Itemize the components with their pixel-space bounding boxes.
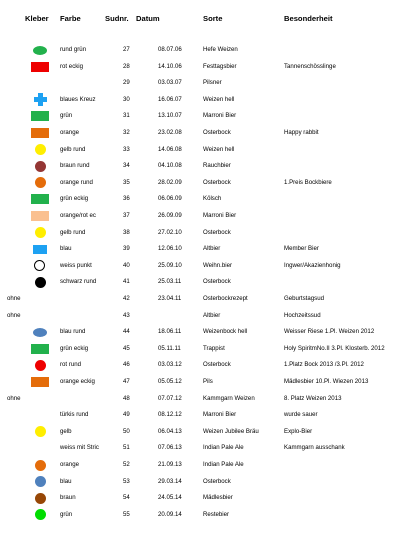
sorte-cell: Restebier (203, 510, 230, 518)
sudnr-cell: 46 (123, 361, 130, 369)
farbe-cell: blaues Kreuz (60, 95, 96, 103)
farbe-cell: türkis rund (60, 411, 89, 419)
table-row (0, 440, 412, 456)
datum-cell: 20.09.14 (158, 510, 182, 518)
datum-cell: 06.04.13 (158, 427, 182, 435)
sticker-circle-icon (35, 161, 46, 172)
table-row (0, 142, 412, 158)
table-row (0, 59, 412, 75)
besonderheit-cell: Ingwer/Akazienhonig (284, 261, 341, 269)
farbe-cell: orange rund (60, 178, 93, 186)
table-row (0, 407, 412, 423)
table-row (0, 391, 412, 407)
sudnr-cell: 43 (123, 311, 130, 319)
sticker-circle-icon (35, 277, 46, 288)
sticker-rect-icon (31, 194, 49, 204)
datum-cell: 03.03.12 (158, 361, 182, 369)
datum-cell: 23.04.11 (158, 295, 182, 302)
sudnr-cell: 47 (123, 378, 130, 385)
besonderheit-cell: Weisser Riese 1.Pl. Weizen 2012 (284, 328, 375, 336)
sticker-rect-icon (31, 377, 49, 387)
sorte-cell: Hefe Weizen (203, 46, 238, 53)
table-row (0, 125, 412, 141)
besonderheit-cell: Mädlesbier 10.Pl. Wiezen 2013 (284, 378, 369, 385)
sticker-circle-icon (35, 227, 46, 238)
sudnr-cell: 34 (123, 162, 130, 170)
sudnr-cell: 38 (123, 228, 130, 236)
sorte-cell: Weizenbock hell (203, 328, 248, 336)
datum-cell: 05.11.11 (158, 344, 181, 352)
sticker-circle-icon (35, 177, 46, 188)
besonderheit-cell: Kammgarn ausschank (284, 444, 345, 452)
farbe-cell: rot eckig (60, 62, 84, 70)
datum-cell: 08.07.06 (158, 46, 182, 53)
sorte-cell: Altbier (203, 245, 221, 253)
farbe-cell: gelb rund (60, 145, 86, 153)
sudnr-cell: 55 (123, 510, 130, 518)
sorte-cell: Pils (203, 378, 213, 385)
sorte-cell: Marroni Bier (203, 212, 237, 219)
datum-cell: 25.03.11 (158, 278, 182, 286)
datum-cell: 26.09.09 (158, 212, 182, 219)
farbe-cell: grün (60, 510, 73, 518)
besonderheit-cell: Explo-Bier (284, 427, 313, 435)
table-row (0, 191, 412, 207)
sudnr-cell: 49 (123, 411, 130, 419)
sticker-rect-icon (31, 111, 49, 121)
farbe-cell: rund grün (60, 46, 87, 53)
besonderheit-cell: Geburtstagsud (284, 295, 324, 302)
table-row (0, 357, 412, 373)
sticker-ellipse-icon (33, 328, 47, 337)
sudnr-cell: 27 (123, 46, 130, 53)
header-farbe: Farbe (60, 14, 81, 23)
sticker-rect-icon (31, 211, 49, 221)
farbe-cell: gelb (60, 427, 72, 435)
datum-cell: 24.05.14 (158, 494, 182, 502)
datum-cell: 21.09.13 (158, 461, 182, 468)
sorte-cell: Kammgarn Weizen (203, 394, 255, 402)
sudnr-cell: 31 (123, 112, 130, 120)
table-header (0, 14, 412, 28)
datum-cell: 14.06.08 (158, 145, 182, 153)
sorte-cell: Osterbock (203, 361, 231, 369)
farbe-cell: weiss mit Stric (60, 444, 99, 452)
farbe-cell: grün (60, 112, 73, 120)
table-row (0, 291, 412, 307)
sorte-cell: Rauchbier (203, 162, 231, 170)
sudnr-cell: 39 (123, 245, 130, 253)
farbe-cell: blau (60, 477, 72, 485)
sorte-cell: Mädlesbier (203, 494, 233, 502)
datum-cell: 16.06.07 (158, 95, 182, 103)
sorte-cell: Festtagsbier (203, 62, 237, 70)
besonderheit-cell: 1.Preis Bockbiere (284, 178, 332, 186)
sudnr-cell: 51 (123, 444, 130, 452)
table-row (0, 424, 412, 440)
sudnr-cell: 36 (123, 195, 130, 203)
sticker-rect-icon (31, 128, 49, 138)
sorte-cell: Indian Pale Ale (203, 461, 244, 468)
table-row (0, 92, 412, 108)
datum-cell: 07.06.13 (158, 444, 182, 452)
farbe-cell: gelb rund (60, 228, 86, 236)
sudnr-cell: 32 (123, 129, 130, 136)
table-row (0, 274, 412, 290)
table-row (0, 158, 412, 174)
sorte-cell: Osterbock (203, 228, 231, 236)
sorte-cell: Trappist (203, 344, 225, 352)
table-row (0, 241, 412, 257)
header-sudnr: Sudnr. (105, 14, 129, 23)
sorte-cell: Weizen hell (203, 95, 235, 103)
besonderheit-cell: 8. Platz Weizen 2013 (284, 394, 342, 402)
sudnr-cell: 48 (123, 394, 130, 402)
sudnr-cell: 54 (123, 494, 130, 502)
sorte-cell: Weizen Jubilee Bräu (203, 427, 259, 435)
datum-cell: 29.03.14 (158, 477, 182, 485)
sudnr-cell: 53 (123, 477, 130, 485)
farbe-cell: orange/rot ec (60, 212, 96, 219)
besonderheit-cell: 1.Platz Bock 2013 /3.Pl. 2012 (284, 361, 364, 369)
datum-cell: 08.12.12 (158, 411, 182, 419)
table-row (0, 308, 412, 324)
farbe-cell: schwarz rund (60, 278, 97, 286)
sticker-circle-icon (35, 476, 46, 487)
besonderheit-cell: Hochzeitssud (284, 311, 321, 319)
farbe-cell: orange (60, 461, 79, 468)
sorte-cell: Marroni Bier (203, 411, 237, 419)
farbe-cell: braun rund (60, 162, 90, 170)
farbe-cell: orange eckig (60, 378, 95, 385)
besonderheit-cell: Holy SpiritmNo.II 3.Pl. Klosterb. 2012 (284, 344, 385, 352)
sticker-ellipse-icon (33, 46, 47, 55)
sudnr-cell: 45 (123, 344, 130, 352)
datum-cell: 13.10.07 (158, 112, 182, 120)
sorte-cell: Osterbockrezept (203, 295, 248, 302)
sticker-circle-icon (35, 144, 46, 155)
sorte-cell: Osterbock (203, 178, 231, 186)
besonderheit-cell: wurde sauer (284, 411, 318, 419)
kleber-label: ohne (7, 394, 21, 402)
besonderheit-cell: Member Bier (284, 245, 319, 253)
sudnr-cell: 29 (123, 79, 130, 87)
table-row (0, 208, 412, 224)
sticker-circle-icon (35, 509, 46, 520)
datum-cell: 07.07.12 (158, 394, 182, 402)
table-row (0, 341, 412, 357)
sticker-circle-icon (35, 426, 46, 437)
sticker-rect-sm-icon (33, 245, 47, 254)
table-row (0, 175, 412, 191)
sudnr-cell: 52 (123, 461, 130, 468)
sticker-rect-icon (31, 62, 49, 72)
farbe-cell: rot rund (60, 361, 82, 369)
sudnr-cell: 35 (123, 178, 130, 186)
datum-cell: 04.10.08 (158, 162, 182, 170)
sorte-cell: Marroni Bier (203, 112, 237, 120)
table-row (0, 225, 412, 241)
besonderheit-cell: Happy rabbit (284, 129, 319, 136)
farbe-cell: braun (60, 494, 76, 502)
besonderheit-cell: Tannenschösslinge (284, 62, 336, 70)
table-row (0, 258, 412, 274)
sorte-cell: Pilsner (203, 79, 222, 87)
table-row (0, 490, 412, 506)
datum-cell: 23.02.08 (158, 129, 182, 136)
sudnr-cell: 50 (123, 427, 130, 435)
datum-cell: 12.06.10 (158, 245, 182, 253)
table-row (0, 507, 412, 523)
sudnr-cell: 28 (123, 62, 130, 70)
datum-cell: 05.05.12 (158, 378, 182, 385)
datum-cell: 06.06.09 (158, 195, 182, 203)
kleber-label: ohne (7, 295, 21, 302)
table-row (0, 474, 412, 490)
sticker-circle-icon (35, 493, 46, 504)
sorte-cell: Altbier (203, 311, 221, 319)
sticker-circle-icon (35, 460, 46, 471)
table-row (0, 324, 412, 340)
sticker-ring-icon (34, 260, 45, 271)
table-row (0, 374, 412, 390)
table-row (0, 108, 412, 124)
farbe-cell: weiss punkt (60, 261, 92, 269)
datum-cell: 14.10.06 (158, 62, 182, 70)
sticker-cross-icon (34, 93, 47, 106)
table-row (0, 457, 412, 473)
table-row (0, 42, 412, 58)
farbe-cell: blau rund (60, 328, 86, 336)
datum-cell: 25.09.10 (158, 261, 182, 269)
sudnr-cell: 30 (123, 95, 130, 103)
datum-cell: 18.06.11 (158, 328, 182, 336)
sorte-cell: Osterbock (203, 477, 231, 485)
datum-cell: 27.02.10 (158, 228, 182, 236)
header-sorte: Sorte (203, 14, 223, 23)
header-datum: Datum (136, 14, 160, 23)
sudnr-cell: 33 (123, 145, 130, 153)
farbe-cell: blau (60, 245, 72, 253)
sudnr-cell: 37 (123, 212, 130, 219)
farbe-cell: grün eckig (60, 195, 89, 203)
sorte-cell: Weihn.bier (203, 261, 233, 269)
datum-cell: 03.03.07 (158, 79, 182, 87)
sudnr-cell: 41 (123, 278, 130, 286)
sticker-rect-icon (31, 344, 49, 354)
sorte-cell: Weizen hell (203, 145, 235, 153)
farbe-cell: orange (60, 129, 79, 136)
kleber-label: ohne (7, 311, 21, 319)
header-kleber: Kleber (25, 14, 49, 23)
sudnr-cell: 44 (123, 328, 130, 336)
sorte-cell: Osterbock (203, 129, 231, 136)
table-row (0, 75, 412, 91)
sticker-circle-icon (35, 360, 46, 371)
sorte-cell: Indian Pale Ale (203, 444, 244, 452)
sorte-cell: Osterbock (203, 278, 231, 286)
farbe-cell: grün eckig (60, 344, 89, 352)
datum-cell: 28.02.09 (158, 178, 182, 186)
sorte-cell: Kölsch (203, 195, 222, 203)
sudnr-cell: 42 (123, 295, 130, 302)
header-besonderheit: Besonderheit (284, 14, 333, 23)
sudnr-cell: 40 (123, 261, 130, 269)
